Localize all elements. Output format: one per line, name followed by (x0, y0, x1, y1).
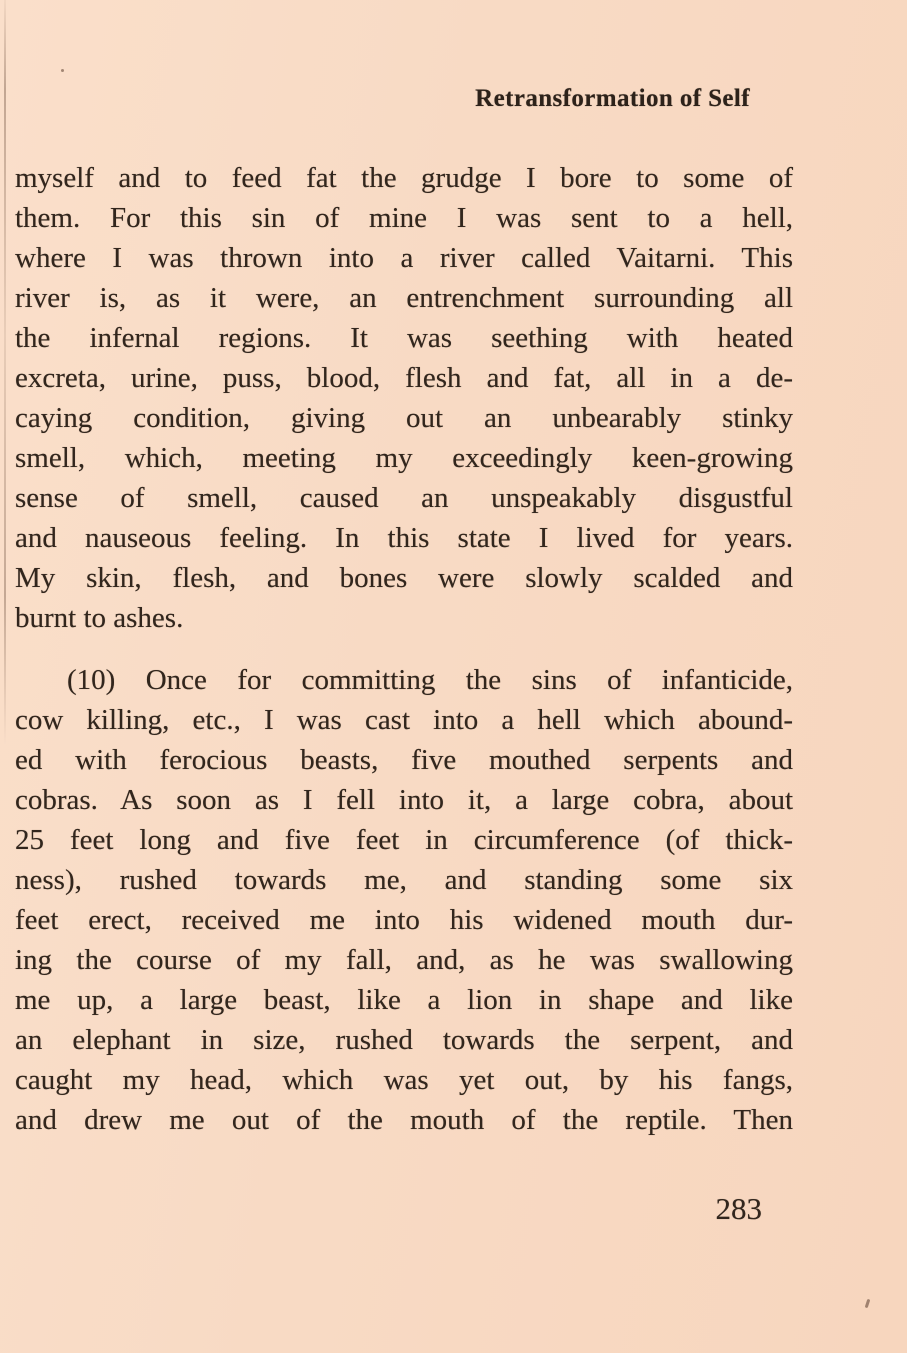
page-body (0, 158, 907, 1140)
text-line: them. For this sin of mine I was sent to a hell, (15, 202, 793, 234)
text-line: 25 feet long and five feet in circumference (of thick- (15, 824, 793, 856)
text-line: (10) Once for committing the sins of infanticide, (67, 664, 793, 696)
text-line: My skin, flesh, and bones were slowly scalded and (15, 562, 793, 594)
text-line: sense of smell, caused an unspeakably disgustful (15, 482, 793, 514)
scan-speck (61, 69, 64, 72)
binding-crease (4, 0, 6, 745)
text-line: ing the course of my fall, and, as he was swallowing (15, 944, 793, 976)
text-line: an elephant in size, rushed towards the serpent, and (15, 1024, 793, 1056)
paragraph-2 (15, 660, 793, 1140)
page-number: 283 (715, 1191, 762, 1226)
text-line: burnt to ashes. (15, 602, 184, 634)
text-line: me up, a large beast, like a lion in shape and like (15, 984, 793, 1016)
text-line: caught my head, which was yet out, by his fangs, (15, 1064, 793, 1096)
text-line: where I was thrown into a river called Vaitarni. This (15, 242, 793, 274)
text-line: cow killing, etc., I was cast into a hell which abound- (15, 704, 793, 736)
scan-speck (865, 1299, 871, 1308)
paragraph-1 (15, 158, 793, 638)
text-line: and nauseous feeling. In this state I lived for years. (15, 522, 793, 554)
running-header: Retransformation of Self (475, 85, 750, 112)
text-line: caying condition, giving out an unbearably stinky (15, 402, 793, 434)
text-line: river is, as it were, an entrenchment surrounding all (15, 282, 793, 314)
text-line: cobras. As soon as I fell into it, a large cobra, about (15, 784, 793, 816)
text-line: the infernal regions. It was seething with heated (15, 322, 793, 354)
text-line: smell, which, meeting my exceedingly keen-growing (15, 442, 793, 474)
text-line: myself and to feed fat the grudge I bore to some of (15, 162, 793, 194)
text-line: ed with ferocious beasts, five mouthed serpents and (15, 744, 793, 776)
text-line: ness), rushed towards me, and standing some six (15, 864, 793, 896)
text-line: feet erect, received me into his widened mouth dur- (15, 904, 793, 936)
text-line: and drew me out of the mouth of the reptile. Then (15, 1104, 793, 1136)
text-line: excreta, urine, puss, blood, flesh and fat, all in a de- (15, 362, 793, 394)
